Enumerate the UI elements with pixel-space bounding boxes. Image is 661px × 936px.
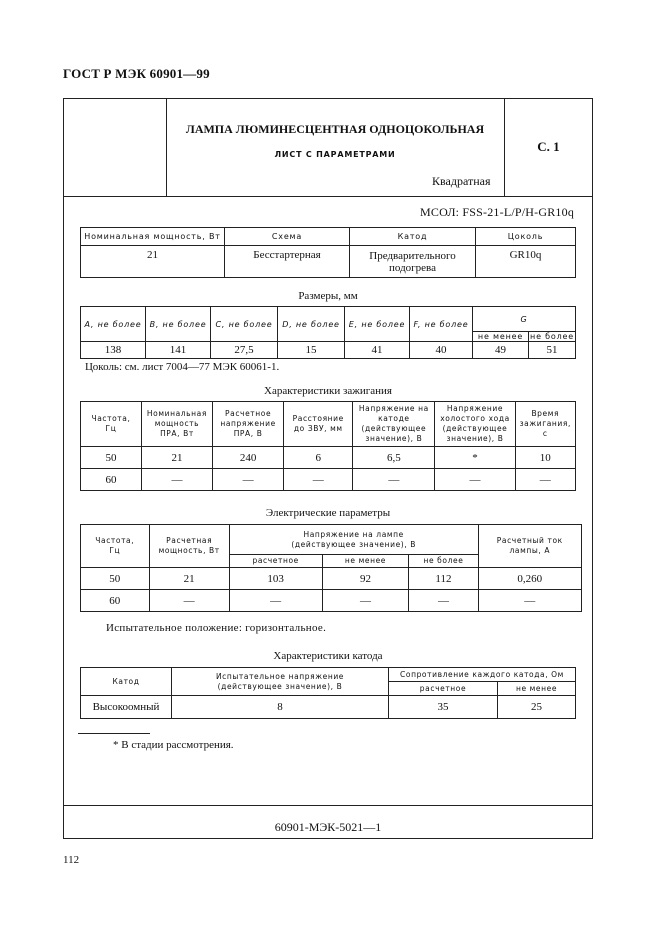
cat-value-resistance-min: 25	[498, 696, 576, 719]
el-header-lamp-voltage: Напряжение на лампе (действующее значение), В	[229, 525, 478, 555]
cat-value-resistance-rated: 35	[389, 696, 498, 719]
el-header-frequency: Частота, Гц	[81, 525, 150, 568]
cat-value-test-voltage: 8	[172, 696, 389, 719]
ign-header-cathode-voltage: Напряжение на катоде (действующее значение), В	[353, 402, 435, 447]
ign-row2-cathode-voltage: —	[353, 469, 435, 491]
ign-row1-open-circuit-voltage: *	[435, 447, 515, 469]
el-sub-rated: расчетное	[229, 555, 322, 568]
lamp-title: ЛАМПА ЛЮМИНЕСЦЕНТНАЯ ОДНОЦОКОЛЬНАЯ	[185, 122, 485, 136]
cathode-table	[80, 667, 576, 719]
el-row2-power: —	[149, 590, 229, 612]
ign-row2-open-circuit-voltage: —	[435, 469, 515, 491]
header-cathode: Катод	[350, 228, 476, 246]
dim-g-min-header: не менее	[473, 332, 529, 342]
electrical-title: Электрические параметры	[265, 507, 391, 519]
lamp-shape: Квадратная	[432, 174, 491, 188]
el-row2-voltage-min: —	[322, 590, 409, 612]
lamp-subtitle: ЛИСТ С ПАРАМЕТРАМИ	[274, 150, 396, 159]
dim-value-d: 15	[278, 342, 345, 359]
el-sub-max: не более	[409, 555, 478, 568]
ignition-table	[80, 401, 576, 491]
ign-row2-ignition-time: —	[515, 469, 575, 491]
dim-value-a: 138	[81, 342, 146, 359]
test-position-note: Испытательное положение: горизонтальное.	[106, 622, 327, 634]
header-scheme: Схема	[225, 228, 350, 246]
title-block-divider-left	[166, 99, 167, 196]
el-sub-min: не менее	[322, 555, 409, 568]
ign-row1-ballast-voltage: 240	[212, 447, 283, 469]
ign-row1-distance: 6	[284, 447, 353, 469]
dimensions-title: Размеры, мм	[298, 290, 358, 302]
el-row2-current: —	[478, 590, 581, 612]
el-row1-frequency: 50	[81, 568, 150, 590]
sheet-code: 60901-МЭК-5021—1	[274, 820, 382, 834]
footnote: * В стадии рассмотрения.	[113, 739, 234, 751]
ign-row1-cathode-voltage: 6,5	[353, 447, 435, 469]
sheet-number: С. 1	[537, 139, 560, 154]
dim-header-c: C, не более	[211, 307, 278, 342]
header-nominal-power: Номинальная мощность, Вт	[81, 228, 225, 246]
dim-value-f: 40	[410, 342, 473, 359]
cathode-title: Характеристики катода	[273, 650, 383, 662]
ign-row1-ignition-time: 10	[515, 447, 575, 469]
electrical-table	[80, 524, 582, 612]
cat-sub-rated: расчетное	[389, 682, 498, 696]
footer-block-top-line	[64, 805, 592, 806]
cat-header-cathode: Катод	[81, 668, 172, 696]
el-header-lamp-current: Расчетный ток лампы, А	[478, 525, 581, 568]
el-row1-power: 21	[149, 568, 229, 590]
dim-value-b: 141	[146, 342, 211, 359]
document-standard-title: ГОСТ Р МЭК 60901—99	[63, 66, 210, 81]
dim-header-e: E, не более	[345, 307, 410, 342]
ign-row1-frequency: 50	[81, 447, 142, 469]
cat-header-test-voltage: Испытательное напряжение (действующее значение), В	[172, 668, 389, 696]
el-row2-voltage-rated: —	[229, 590, 322, 612]
el-row1-current: 0,260	[478, 568, 581, 590]
ign-row2-ballast-power: —	[141, 469, 212, 491]
dim-g-max-header: не более	[530, 332, 574, 341]
lamp-designation: МСОЛ: FSS-21-L/P/H-GR10q	[420, 205, 575, 219]
dim-header-d: D, не более	[278, 307, 345, 342]
ign-header-ignition-time: Время зажигания, с	[515, 402, 575, 447]
dim-header-a: A, не более	[81, 307, 146, 342]
el-row2-frequency: 60	[81, 590, 150, 612]
el-row1-voltage-max: 112	[409, 568, 478, 590]
page-number: 112	[63, 854, 80, 866]
value-scheme: Бесстартерная	[225, 246, 350, 278]
ign-row2-distance: —	[284, 469, 353, 491]
ign-header-open-circuit-voltage: Напряжение холостого хода (действующее значение), В	[435, 402, 515, 447]
base-note: Цоколь: см. лист 7004—77 МЭК 60061-1.	[85, 361, 280, 373]
dim-value-g-max: 51	[529, 342, 576, 359]
el-row1-voltage-rated: 103	[229, 568, 322, 590]
main-parameters-table	[80, 227, 576, 278]
ign-header-ballast-power: Номинальная мощность ПРА, Вт	[141, 402, 212, 447]
cat-sub-min: не менее	[498, 682, 576, 696]
title-block-bottom-line	[64, 196, 592, 197]
dim-header-b: B, не более	[146, 307, 211, 342]
ign-row1-ballast-power: 21	[141, 447, 212, 469]
ign-row2-ballast-voltage: —	[212, 469, 283, 491]
ign-row2-frequency: 60	[81, 469, 142, 491]
dim-value-c: 27,5	[211, 342, 278, 359]
value-cathode: Предварительного подогрева	[350, 246, 476, 278]
cat-value-type: Высокоомный	[81, 696, 172, 719]
el-row1-voltage-min: 92	[322, 568, 409, 590]
el-header-power: Расчетная мощность, Вт	[149, 525, 229, 568]
dim-value-g-min: 49	[473, 342, 529, 359]
header-base: Цоколь	[476, 228, 576, 246]
dimensions-table	[80, 306, 576, 359]
value-base: GR10q	[476, 246, 576, 278]
dim-header-g: G	[473, 307, 576, 332]
footnote-rule	[78, 733, 150, 734]
ignition-title: Характеристики зажигания	[264, 385, 392, 397]
ign-header-frequency: Частота, Гц	[81, 402, 142, 447]
dim-value-e: 41	[345, 342, 410, 359]
cat-header-resistance: Сопротивление каждого катода, Ом	[389, 668, 576, 682]
dim-header-f: F, не более	[410, 307, 473, 342]
ign-header-ballast-voltage: Расчетное напряжение ПРА, В	[212, 402, 283, 447]
el-row2-voltage-max: —	[409, 590, 478, 612]
ign-header-distance: Расстояние до ЗВУ, мм	[284, 402, 353, 447]
value-nominal-power: 21	[81, 246, 225, 278]
